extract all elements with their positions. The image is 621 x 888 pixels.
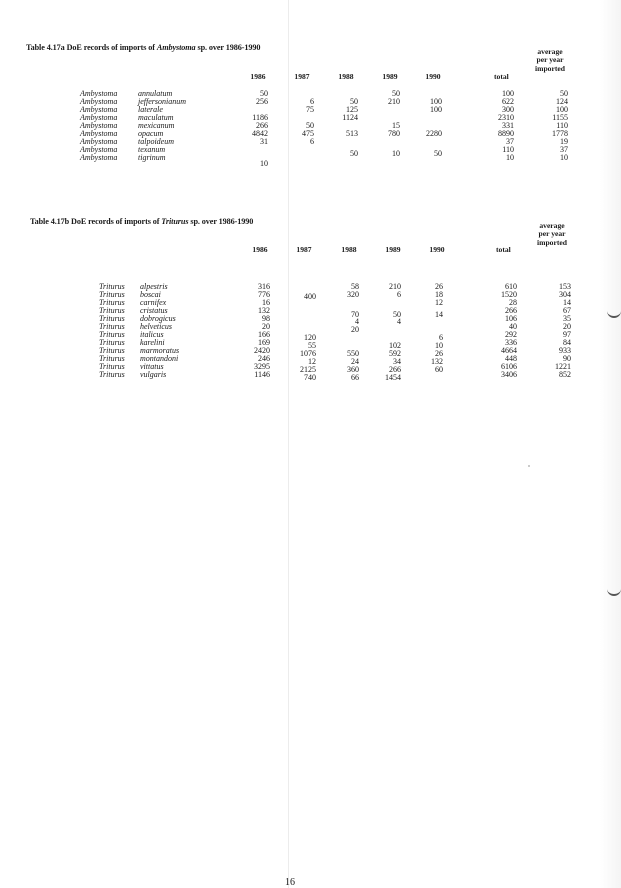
- table-a-year-1989: 1989: [382, 72, 398, 81]
- table-row: Triturus italicus 166 120 6 292 97: [99, 330, 571, 342]
- table-a-total-header: total: [494, 72, 509, 81]
- table-row: Triturus helveticus 20 20 40 20: [99, 322, 571, 334]
- table-b-year-1988: 1988: [341, 245, 357, 254]
- table-b-year-1990: 1990: [429, 245, 445, 254]
- table-b-year-1986: 1986: [252, 245, 268, 254]
- table-row: Ambystoma jeffersonianum 256 6 50 210 100 622 124: [80, 97, 568, 106]
- table-b-year-1987: 1987: [296, 245, 312, 254]
- table-row: Ambystoma maculatum 1186 1124 2310 1155: [80, 113, 568, 122]
- table-row: Triturus dobrogicus 98 4 4 106 35: [99, 314, 571, 326]
- table-row: Triturus carnifex 16 12 28 14: [99, 298, 571, 307]
- table-row: Triturus boscai 776 400 320 6 18 1520 304: [99, 290, 571, 301]
- table-row: Ambystoma mexicanum 266 50 15 331 110: [80, 121, 568, 130]
- table-row: Triturus alpestris 316 58 210 26 610 153: [99, 282, 571, 291]
- page-number: 16: [285, 877, 295, 888]
- table-a-year-1988: 1988: [338, 72, 354, 81]
- table-a-title: Table 4.17a DoE records of imports of Ambystoma sp. over 1986-1990: [26, 43, 261, 52]
- scan-speck: [528, 465, 530, 467]
- table-b-year-1989: 1989: [385, 245, 401, 254]
- table-row: Triturus karelini 169 55 102 10 336 84: [99, 338, 571, 350]
- table-row: Triturus marmoratus 2420 1076 550 592 26 4664 933: [99, 346, 571, 358]
- table-b-total-header: total: [496, 245, 511, 254]
- table-row: Triturus montandoni 246 12 24 34 132 448 90: [99, 354, 571, 366]
- table-a-year-1986: 1986: [250, 72, 266, 81]
- table-row: Triturus cristatus 132 70 50 14 266 67: [99, 306, 571, 319]
- table-a-year-1990: 1990: [425, 72, 441, 81]
- table-row: Ambystoma opacum 4842 475 513 780 2280 8890 1778: [80, 129, 568, 138]
- table-a-year-1987: 1987: [294, 72, 310, 81]
- table-row: Ambystoma talpoideum 31 6 37 19: [80, 137, 568, 146]
- table-a-average-header: average per year imported: [535, 47, 565, 73]
- table-b-title: Table 4.17b DoE records of imports of Triturus sp. over 1986-1990: [30, 217, 254, 226]
- table-row: Ambystoma texanum 50 10 50 110 37: [80, 145, 568, 158]
- table-row: Triturus vulgaris 1146 740 66 1454 3406 852: [99, 370, 571, 382]
- table-row: Ambystoma tigrinum 10 10 10: [80, 153, 568, 168]
- table-row: Triturus vittatus 3295 2125 360 266 60 6106 1221: [99, 362, 571, 374]
- table-row: Ambystoma laterale 75 125 100 300 100: [80, 105, 568, 114]
- table-b-average-header: average per year imported: [537, 221, 567, 247]
- table-row: Ambystoma annulatum 50 50 100 50: [80, 89, 568, 98]
